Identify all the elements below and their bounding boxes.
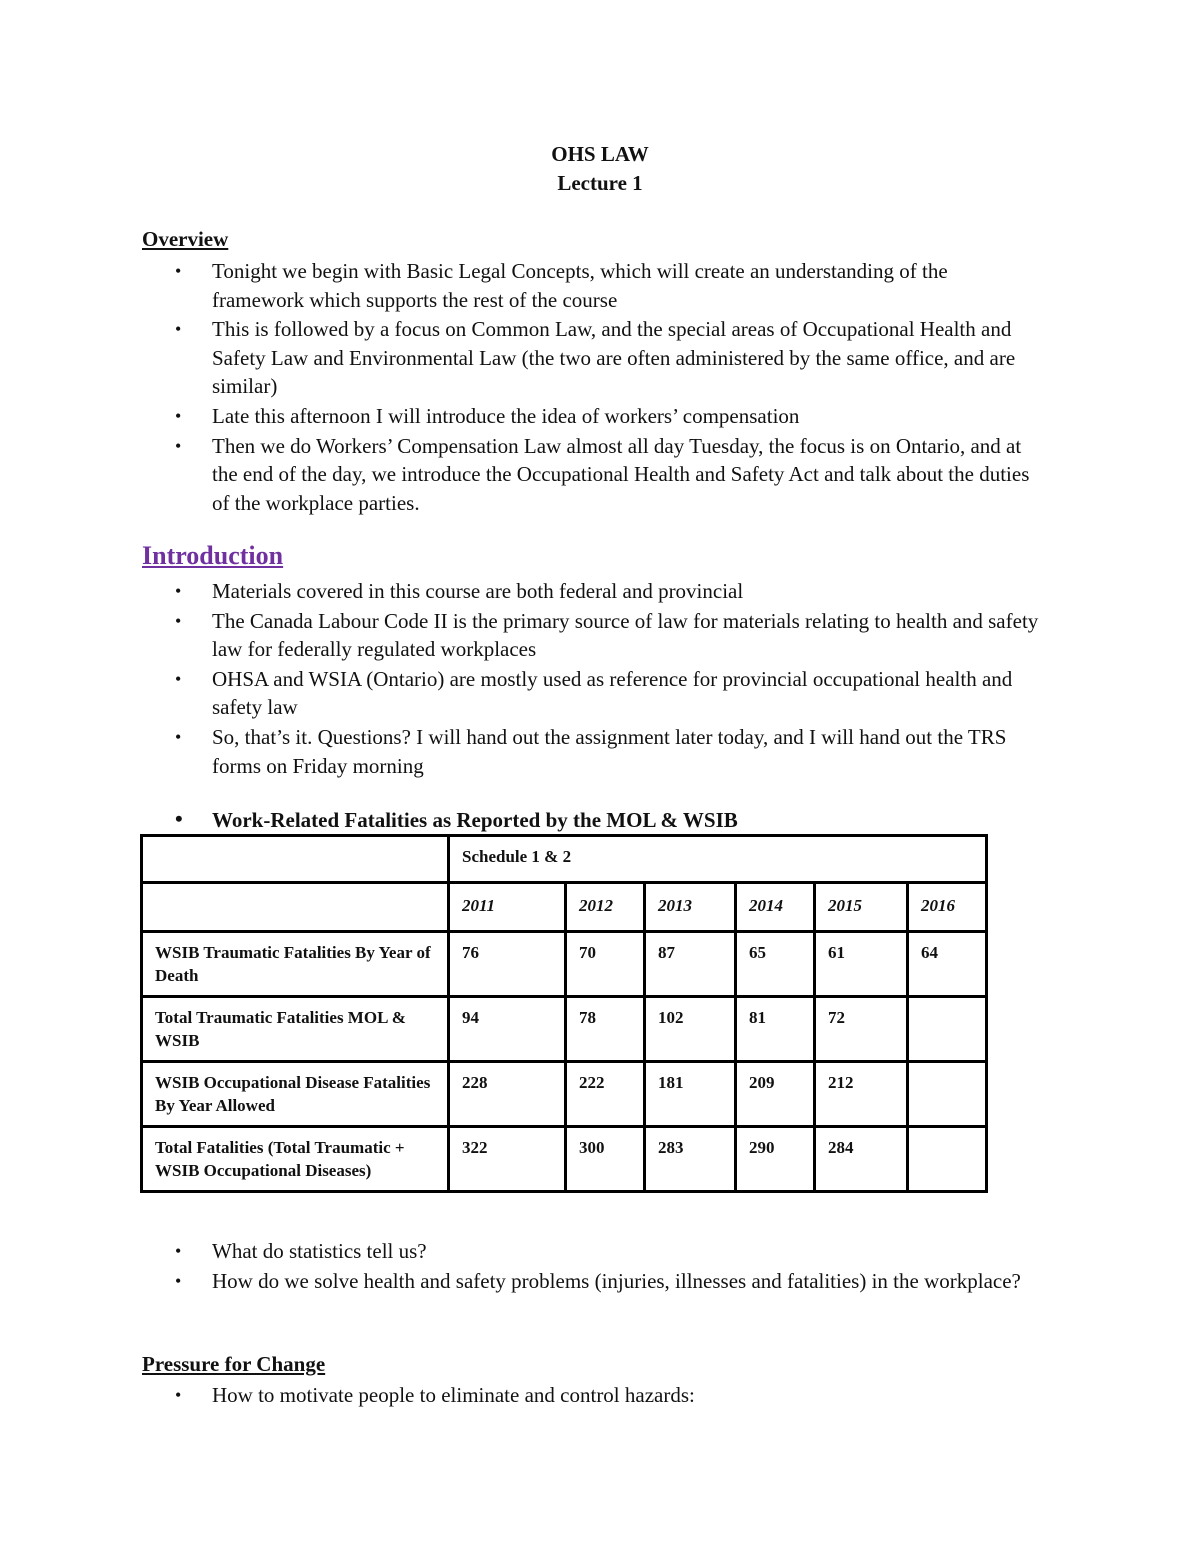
list-item: • OHSA and WSIA (Ontario) are mostly used as reference for provincial occupational health and safety law	[175, 666, 1013, 720]
statistics-list	[142, 1237, 1042, 1296]
list-item: • Tonight we begin with Basic Legal Concepts, which will create an understanding of the framework which supports the rest of the course	[175, 259, 948, 312]
bullet-icon: •	[175, 261, 182, 281]
table-cell: 72	[815, 997, 908, 1062]
bullet-icon: •	[175, 1241, 182, 1261]
bullet-icon: •	[175, 581, 182, 601]
bullet-icon: •	[175, 1385, 182, 1405]
introduction-list	[142, 577, 1042, 781]
table-cell: 228	[449, 1062, 566, 1127]
year-header: 2015	[815, 883, 908, 932]
overview-list	[142, 257, 1042, 518]
table-cell: 290	[736, 1127, 815, 1192]
row-label: WSIB Occupational Disease Fatalities By Year Allowed	[142, 1062, 449, 1127]
bullet-icon: •	[175, 668, 182, 689]
list-item: • What do statistics tell us?	[142, 1237, 1042, 1266]
table-cell: 284	[815, 1127, 908, 1192]
table-cell	[908, 1062, 987, 1127]
list-item: • Late this afternoon I will introduce the idea of workers’ compensation	[142, 402, 1042, 431]
list-item: • How do we solve health and safety problems (injuries, illnesses and fatalities) in the workplace?	[142, 1267, 1042, 1296]
bullet-icon: •	[175, 726, 182, 747]
table-cell: 102	[645, 997, 736, 1062]
bullet-icon: •	[175, 405, 182, 426]
year-header: 2016	[908, 883, 987, 932]
table-cell: 94	[449, 997, 566, 1062]
table-cell: 61	[815, 932, 908, 997]
table-cell	[142, 883, 449, 932]
table-cell: 283	[645, 1127, 736, 1192]
table-cell: 300	[566, 1127, 645, 1192]
list-item: • So, that’s it. Questions? I will hand out the assignment later today, and I will hand out the TRS forms on Friday morning	[175, 724, 1007, 778]
table-cell: 322	[449, 1127, 566, 1192]
table-cell: 212	[815, 1062, 908, 1127]
bullet-icon: •	[175, 610, 182, 631]
row-label: Total Fatalities (Total Traumatic + WSIB Occupational Diseases)	[142, 1127, 449, 1192]
table-cell: 181	[645, 1062, 736, 1127]
schedule-header: Schedule 1 & 2	[449, 836, 987, 883]
list-item: • How to motivate people to eliminate and control hazards:	[142, 1381, 1042, 1410]
pressure-list	[142, 1381, 1042, 1411]
overview-heading: Overview	[142, 227, 229, 251]
list-item: • Materials covered in this course are both federal and provincial	[142, 577, 1042, 606]
table-row	[142, 997, 987, 1062]
bullet-icon: •	[175, 806, 183, 831]
table-cell: 64	[908, 932, 987, 997]
introduction-heading: Introduction	[142, 541, 284, 570]
table-cell: 209	[736, 1062, 815, 1127]
table-row	[142, 836, 987, 883]
table-row	[142, 932, 987, 997]
bullet-icon: •	[175, 319, 182, 340]
table-cell: 87	[645, 932, 736, 997]
table-cell: 81	[736, 997, 815, 1062]
table-cell: 65	[736, 932, 815, 997]
table-heading-list	[142, 806, 1042, 836]
table-cell	[908, 1127, 987, 1192]
table-row	[142, 1062, 987, 1127]
table-cell	[908, 997, 987, 1062]
document-title: OHS LAW	[551, 142, 649, 166]
table-cell: 70	[566, 932, 645, 997]
row-label: Total Traumatic Fatalities MOL & WSIB	[142, 997, 449, 1062]
table-cell: 78	[566, 997, 645, 1062]
list-item: • The Canada Labour Code II is the primary source of law for materials relating to health and safety law for federally regulated workplaces	[175, 608, 1039, 662]
bullet-icon: •	[175, 1270, 182, 1291]
year-header: 2013	[645, 883, 736, 932]
fatalities-table	[140, 834, 988, 1193]
row-label: WSIB Traumatic Fatalities By Year of Death	[142, 932, 449, 997]
bullet-icon: •	[175, 435, 182, 456]
document-subtitle: Lecture 1	[557, 171, 643, 195]
table-cell: 76	[449, 932, 566, 997]
table-cell: 222	[566, 1062, 645, 1127]
pressure-heading: Pressure for Change	[142, 1352, 326, 1376]
year-header: 2012	[566, 883, 645, 932]
table-row	[142, 883, 987, 932]
list-item: • This is followed by a focus on Common Law, and the special areas of Occupational Health and Safety Law and Environmental Law (the two are often administered by the same office, and are similar)	[175, 317, 1016, 399]
table-row	[142, 1127, 987, 1192]
table-cell	[142, 836, 449, 883]
year-header: 2011	[449, 883, 566, 932]
year-header: 2014	[736, 883, 815, 932]
list-item: • Then we do Workers’ Compensation Law almost all day Tuesday, the focus is on Ontario, and at the end of the day, we introduce the Occupational Health and Safety Act and talk about the duties of the workplace parties.	[175, 433, 1030, 515]
table-heading: • Work-Related Fatalities as Reported by the MOL & WSIB	[175, 806, 738, 832]
